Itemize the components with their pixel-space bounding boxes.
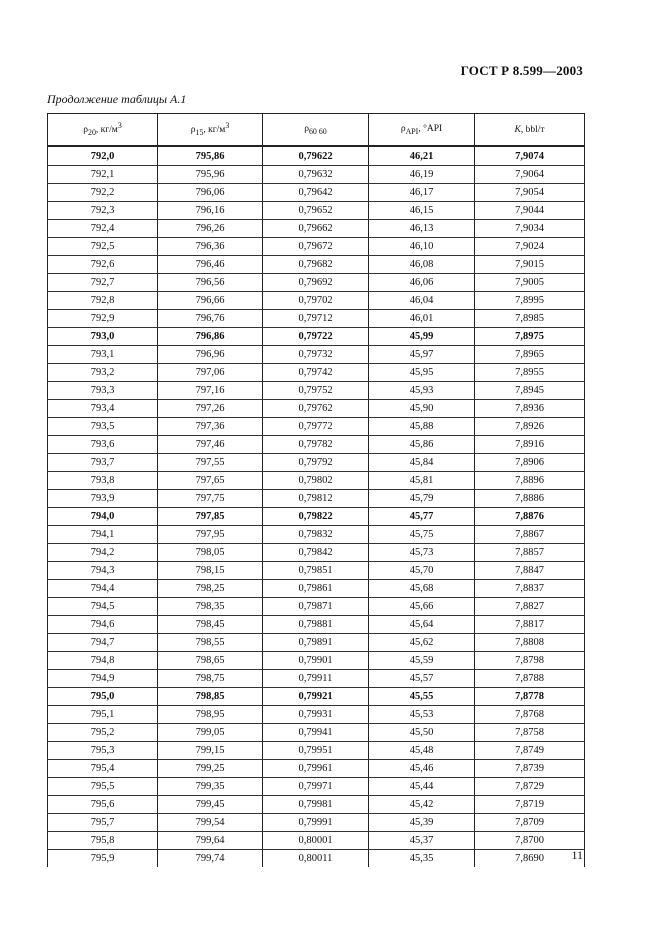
rho-api-cell: 45,42: [369, 796, 475, 814]
rho20-cell: 795,1: [48, 706, 158, 724]
rho60-60-cell: 0,79871: [263, 598, 369, 616]
header-symbol: ρ: [190, 125, 196, 136]
rho60-60-cell: 0,79931: [263, 706, 369, 724]
table-row: [48, 310, 585, 328]
k-bbl-cell: 7,8808: [475, 634, 585, 652]
k-bbl-cell: 7,8936: [475, 400, 585, 418]
table-row: [48, 832, 585, 850]
k-bbl-cell: 7,8837: [475, 580, 585, 598]
k-bbl-cell: 7,8906: [475, 454, 585, 472]
rho20-cell: 794,0: [48, 508, 158, 526]
header-superscript: 3: [117, 121, 122, 131]
rho-api-cell: 45,88: [369, 418, 475, 436]
rho60-60-cell: 0,79732: [263, 346, 369, 364]
rho20-cell: 794,6: [48, 616, 158, 634]
rho20-cell: 792,7: [48, 274, 158, 292]
rho15-cell: 798,45: [158, 616, 263, 634]
k-bbl-cell: 7,8896: [475, 472, 585, 490]
rho20-cell: 795,8: [48, 832, 158, 850]
k-bbl-cell: 7,9005: [475, 274, 585, 292]
rho-api-cell: 46,19: [369, 166, 475, 184]
rho20-cell: 793,7: [48, 454, 158, 472]
rho-api-cell: 46,08: [369, 256, 475, 274]
table-row: [48, 146, 585, 166]
rho15-cell: 798,75: [158, 670, 263, 688]
k-bbl-cell: 7,9024: [475, 238, 585, 256]
rho20-cell: 793,9: [48, 490, 158, 508]
rho15-cell: 797,55: [158, 454, 263, 472]
rho15-cell: 797,26: [158, 400, 263, 418]
k-bbl-cell: 7,8709: [475, 814, 585, 832]
rho20-cell: 795,4: [48, 760, 158, 778]
rho20-cell: 794,5: [48, 598, 158, 616]
table-row: [48, 562, 585, 580]
rho15-cell: 795,96: [158, 166, 263, 184]
page-number: 11: [571, 848, 583, 862]
k-bbl-cell: 7,8985: [475, 310, 585, 328]
table-row: [48, 598, 585, 616]
k-bbl-cell: 7,8965: [475, 346, 585, 364]
rho20-cell: 792,6: [48, 256, 158, 274]
rho15-cell: 799,64: [158, 832, 263, 850]
rho-api-cell: 45,50: [369, 724, 475, 742]
rho-api-cell: 45,46: [369, 760, 475, 778]
rho60-60-cell: 0,79752: [263, 382, 369, 400]
header-unit: , кг/м: [95, 125, 118, 136]
rho60-60-cell: 0,79642: [263, 184, 369, 202]
rho20-cell: 792,5: [48, 238, 158, 256]
rho-api-cell: 45,68: [369, 580, 475, 598]
header-superscript: 3: [225, 121, 230, 131]
rho15-cell: 799,54: [158, 814, 263, 832]
rho-api-cell: 45,57: [369, 670, 475, 688]
rho20-cell: 795,0: [48, 688, 158, 706]
rho15-cell: 797,85: [158, 508, 263, 526]
rho15-cell: 798,25: [158, 580, 263, 598]
rho-api-cell: 46,10: [369, 238, 475, 256]
table-row: [48, 544, 585, 562]
rho15-cell: 797,16: [158, 382, 263, 400]
table-row: [48, 634, 585, 652]
rho15-cell: 799,45: [158, 796, 263, 814]
k-bbl-cell: 7,8817: [475, 616, 585, 634]
rho60-60-cell: 0,79662: [263, 220, 369, 238]
rho20-cell: 793,4: [48, 400, 158, 418]
table-row: [48, 166, 585, 184]
k-bbl-cell: 7,8798: [475, 652, 585, 670]
table-row: [48, 796, 585, 814]
rho-api-cell: 45,97: [369, 346, 475, 364]
rho-api-cell: 45,93: [369, 382, 475, 400]
rho20-cell: 795,2: [48, 724, 158, 742]
table-row: [48, 508, 585, 526]
k-bbl-cell: 7,8739: [475, 760, 585, 778]
rho20-cell: 793,5: [48, 418, 158, 436]
rho20-cell: 795,3: [48, 742, 158, 760]
rho20-cell: 792,0: [48, 146, 158, 166]
header-symbol: K: [514, 124, 521, 135]
rho-api-cell: 45,77: [369, 508, 475, 526]
k-bbl-cell: 7,8945: [475, 382, 585, 400]
table-row: [48, 526, 585, 544]
k-bbl-cell: 7,9015: [475, 256, 585, 274]
k-bbl-cell: 7,9034: [475, 220, 585, 238]
table-row: [48, 724, 585, 742]
header-unit: , °API: [418, 123, 443, 134]
rho60-60-cell: 0,79832: [263, 526, 369, 544]
rho15-cell: 796,16: [158, 202, 263, 220]
rho15-cell: 798,55: [158, 634, 263, 652]
rho15-cell: 796,36: [158, 238, 263, 256]
rho20-cell: 792,2: [48, 184, 158, 202]
rho20-cell: 792,4: [48, 220, 158, 238]
rho-api-cell: 45,79: [369, 490, 475, 508]
rho60-60-cell: 0,79921: [263, 688, 369, 706]
rho15-cell: 799,05: [158, 724, 263, 742]
k-bbl-cell: 7,8876: [475, 508, 585, 526]
header-symbol: ρ: [83, 125, 88, 136]
rho60-60-cell: 0,79822: [263, 508, 369, 526]
table-row: [48, 670, 585, 688]
rho15-cell: 798,35: [158, 598, 263, 616]
rho-api-cell: 45,84: [369, 454, 475, 472]
k-bbl-cell: 7,8886: [475, 490, 585, 508]
rho20-cell: 794,2: [48, 544, 158, 562]
rho15-cell: 796,46: [158, 256, 263, 274]
rho20-cell: 793,3: [48, 382, 158, 400]
table-row: [48, 454, 585, 472]
rho-api-cell: 45,81: [369, 472, 475, 490]
rho15-cell: 799,25: [158, 760, 263, 778]
k-bbl-cell: 7,8700: [475, 832, 585, 850]
table-row: [48, 382, 585, 400]
rho60-60-cell: 0,79842: [263, 544, 369, 562]
rho60-60-cell: 0,79802: [263, 472, 369, 490]
header-subscript: 15: [195, 128, 204, 138]
rho20-cell: 795,7: [48, 814, 158, 832]
rho-api-cell: 45,86: [369, 436, 475, 454]
rho60-60-cell: 0,80011: [263, 850, 369, 868]
rho60-60-cell: 0,79672: [263, 238, 369, 256]
table-row: [48, 418, 585, 436]
rho-api-cell: 45,99: [369, 328, 475, 346]
rho20-cell: 792,9: [48, 310, 158, 328]
k-bbl-cell: 7,8719: [475, 796, 585, 814]
rho-api-cell: 45,73: [369, 544, 475, 562]
rho15-cell: 796,76: [158, 310, 263, 328]
k-bbl-cell: 7,8857: [475, 544, 585, 562]
rho20-cell: 795,6: [48, 796, 158, 814]
table-row: [48, 616, 585, 634]
header-rho15: [158, 114, 263, 147]
table-row: [48, 490, 585, 508]
header-rho-api: [369, 114, 475, 147]
rho15-cell: 797,95: [158, 526, 263, 544]
rho-api-cell: 45,75: [369, 526, 475, 544]
rho-api-cell: 45,70: [369, 562, 475, 580]
rho15-cell: 799,15: [158, 742, 263, 760]
document-standard-id: ГОСТ Р 8.599—2003: [460, 63, 583, 78]
k-bbl-cell: 7,8690: [475, 850, 585, 868]
k-bbl-cell: 7,8768: [475, 706, 585, 724]
rho60-60-cell: 0,79911: [263, 670, 369, 688]
rho15-cell: 795,86: [158, 146, 263, 166]
rho-api-cell: 46,06: [369, 274, 475, 292]
rho60-60-cell: 0,79702: [263, 292, 369, 310]
rho60-60-cell: 0,79861: [263, 580, 369, 598]
table-row: [48, 850, 585, 868]
k-bbl-cell: 7,8975: [475, 328, 585, 346]
rho20-cell: 794,9: [48, 670, 158, 688]
rho20-cell: 793,1: [48, 346, 158, 364]
header-unit: , кг/м: [203, 125, 226, 136]
k-bbl-cell: 7,9074: [475, 146, 585, 166]
table-row: [48, 346, 585, 364]
rho20-cell: 793,0: [48, 328, 158, 346]
rho20-cell: 794,3: [48, 562, 158, 580]
table-row: [48, 814, 585, 832]
table-row: [48, 292, 585, 310]
table-row: [48, 436, 585, 454]
header-symbol: ρ: [304, 123, 309, 134]
rho-api-cell: 45,55: [369, 688, 475, 706]
density-conversion-table: [47, 113, 585, 867]
table-row: [48, 580, 585, 598]
k-bbl-cell: 7,9064: [475, 166, 585, 184]
rho60-60-cell: 0,79652: [263, 202, 369, 220]
rho15-cell: 799,35: [158, 778, 263, 796]
table-row: [48, 256, 585, 274]
rho60-60-cell: 0,79682: [263, 256, 369, 274]
rho60-60-cell: 0,79951: [263, 742, 369, 760]
rho-api-cell: 45,59: [369, 652, 475, 670]
rho60-60-cell: 0,79991: [263, 814, 369, 832]
k-bbl-cell: 7,8827: [475, 598, 585, 616]
rho15-cell: 796,26: [158, 220, 263, 238]
k-bbl-cell: 7,8729: [475, 778, 585, 796]
header-subscript: 20: [87, 128, 96, 138]
rho20-cell: 793,8: [48, 472, 158, 490]
k-bbl-cell: 7,9054: [475, 184, 585, 202]
table-header-row: [48, 114, 585, 147]
rho20-cell: 794,7: [48, 634, 158, 652]
rho20-cell: 792,8: [48, 292, 158, 310]
rho20-cell: 795,5: [48, 778, 158, 796]
rho60-60-cell: 0,79961: [263, 760, 369, 778]
rho60-60-cell: 0,79712: [263, 310, 369, 328]
table-row: [48, 742, 585, 760]
rho-api-cell: 45,48: [369, 742, 475, 760]
table-body: [48, 146, 585, 867]
rho15-cell: 799,74: [158, 850, 263, 868]
rho15-cell: 796,86: [158, 328, 263, 346]
header-k-bbl: [475, 114, 585, 147]
rho15-cell: 796,66: [158, 292, 263, 310]
table-row: [48, 220, 585, 238]
rho60-60-cell: 0,79901: [263, 652, 369, 670]
k-bbl-cell: 7,8778: [475, 688, 585, 706]
rho-api-cell: 45,62: [369, 634, 475, 652]
table-caption: Продолжение таблицы А.1: [47, 92, 187, 106]
rho-api-cell: 46,04: [369, 292, 475, 310]
table-row: [48, 184, 585, 202]
table-row: [48, 688, 585, 706]
header-subscript: 60 60: [308, 126, 327, 136]
rho-api-cell: 46,01: [369, 310, 475, 328]
table-row: [48, 364, 585, 382]
rho60-60-cell: 0,79941: [263, 724, 369, 742]
rho60-60-cell: 0,79722: [263, 328, 369, 346]
rho-api-cell: 45,39: [369, 814, 475, 832]
k-bbl-cell: 7,8926: [475, 418, 585, 436]
rho-api-cell: 45,44: [369, 778, 475, 796]
rho20-cell: 792,3: [48, 202, 158, 220]
rho60-60-cell: 0,79812: [263, 490, 369, 508]
rho20-cell: 793,2: [48, 364, 158, 382]
rho60-60-cell: 0,79632: [263, 166, 369, 184]
rho15-cell: 798,05: [158, 544, 263, 562]
header-symbol: ρ: [400, 123, 406, 134]
rho15-cell: 796,06: [158, 184, 263, 202]
table-row: [48, 652, 585, 670]
rho60-60-cell: 0,79742: [263, 364, 369, 382]
table-row: [48, 472, 585, 490]
k-bbl-cell: 7,9044: [475, 202, 585, 220]
rho20-cell: 792,1: [48, 166, 158, 184]
rho60-60-cell: 0,80001: [263, 832, 369, 850]
rho15-cell: 798,15: [158, 562, 263, 580]
rho15-cell: 797,06: [158, 364, 263, 382]
rho15-cell: 797,65: [158, 472, 263, 490]
table-row: [48, 238, 585, 256]
header-rho20: [48, 114, 158, 147]
table-row: [48, 202, 585, 220]
rho20-cell: 794,1: [48, 526, 158, 544]
rho60-60-cell: 0,79971: [263, 778, 369, 796]
rho15-cell: 796,56: [158, 274, 263, 292]
rho20-cell: 794,8: [48, 652, 158, 670]
table-row: [48, 706, 585, 724]
rho-api-cell: 45,37: [369, 832, 475, 850]
rho-api-cell: 45,35: [369, 850, 475, 868]
rho-api-cell: 45,90: [369, 400, 475, 418]
header-unit: , bbl/т: [520, 124, 545, 135]
k-bbl-cell: 7,8847: [475, 562, 585, 580]
k-bbl-cell: 7,8758: [475, 724, 585, 742]
rho-api-cell: 45,53: [369, 706, 475, 724]
rho-api-cell: 45,66: [369, 598, 475, 616]
header-rho60-60: [263, 114, 369, 147]
rho20-cell: 795,9: [48, 850, 158, 868]
rho20-cell: 794,4: [48, 580, 158, 598]
rho-api-cell: 46,13: [369, 220, 475, 238]
rho15-cell: 796,96: [158, 346, 263, 364]
rho15-cell: 797,36: [158, 418, 263, 436]
rho60-60-cell: 0,79692: [263, 274, 369, 292]
rho60-60-cell: 0,79622: [263, 146, 369, 166]
k-bbl-cell: 7,8867: [475, 526, 585, 544]
k-bbl-cell: 7,8916: [475, 436, 585, 454]
table-row: [48, 760, 585, 778]
k-bbl-cell: 7,8995: [475, 292, 585, 310]
rho60-60-cell: 0,79792: [263, 454, 369, 472]
rho60-60-cell: 0,79772: [263, 418, 369, 436]
rho15-cell: 798,95: [158, 706, 263, 724]
k-bbl-cell: 7,8955: [475, 364, 585, 382]
table-row: [48, 400, 585, 418]
k-bbl-cell: 7,8788: [475, 670, 585, 688]
rho-api-cell: 45,64: [369, 616, 475, 634]
rho60-60-cell: 0,79782: [263, 436, 369, 454]
header-subscript: API: [405, 126, 419, 136]
rho-api-cell: 45,95: [369, 364, 475, 382]
rho60-60-cell: 0,79851: [263, 562, 369, 580]
k-bbl-cell: 7,8749: [475, 742, 585, 760]
rho15-cell: 798,85: [158, 688, 263, 706]
rho15-cell: 797,75: [158, 490, 263, 508]
table-row: [48, 274, 585, 292]
rho-api-cell: 46,17: [369, 184, 475, 202]
rho60-60-cell: 0,79881: [263, 616, 369, 634]
rho60-60-cell: 0,79891: [263, 634, 369, 652]
rho60-60-cell: 0,79762: [263, 400, 369, 418]
rho15-cell: 798,65: [158, 652, 263, 670]
rho-api-cell: 46,21: [369, 146, 475, 166]
rho60-60-cell: 0,79981: [263, 796, 369, 814]
table-row: [48, 778, 585, 796]
table-row: [48, 328, 585, 346]
rho20-cell: 793,6: [48, 436, 158, 454]
rho15-cell: 797,46: [158, 436, 263, 454]
rho-api-cell: 46,15: [369, 202, 475, 220]
